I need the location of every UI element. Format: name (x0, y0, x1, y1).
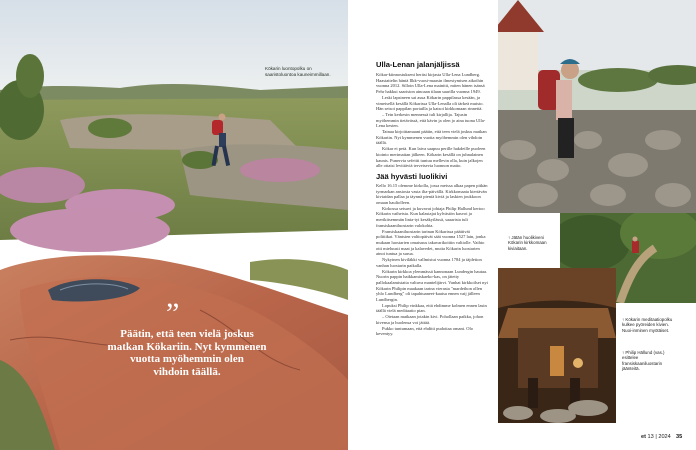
issue-label: 13 | 2024 (647, 434, 671, 440)
paragraph: Tainaa kirjoittamaani päätin, että teen vielä joskus matkan Kökariin. Nyt kymmenen vuotta myöhemmin olen vihdoin täällä. (376, 129, 487, 146)
paragraph: Fransiskaaniluostarin tarinan Kökarissa päättivät politiikat. Väntsien valtiopäivät säät vuonna 1527 lain, jonka mukaan luostarien omaisuus takavarikoitiin valtiolle. Vaihto otti mieluusti maat ja kalavedet, mutta Kökarin luostarien ainoi tuntua ja surua. (376, 228, 486, 257)
paragraph: Kökarin kirkkoa ylemmässä kannonaan Lundergin hautaa. Nuorin pappin haikkamiskaeko-kas, on jätetty pallokaalamistatta valtuva mantelijärvi. Vanhat kirkkoilset nyt Kökarin Philipin maakaan tarina vierasta "mardethon ollen yhlo Lundberg" oli tapahtuaneet-kaaisa ennen vaij jälleen Lundbergin. (376, 268, 488, 303)
paragraph: Kökar-kiinnostukseni heräsi kirjasta Ulla-Lena Lundberg. Haastattelin häntä Ilkk-vuosi-maasin ilmestymisen aikoihin vuonna 2012. Silloin Ulla-Lena mainitti, miten hänen isänsä Pehr hakkui saariston ainoaan tilaan saarilla vuonna 1949. (376, 72, 485, 95)
philip-caption: ↑ Philip Hällund (vas.) esittelee fransiskaaniluostarin jäänteitä. (622, 350, 665, 372)
article-column (376, 60, 488, 337)
left-photo-caption: Kökarin luontopolku on saaristoluontoa kauneimmillaan. (265, 66, 331, 77)
paragraph: Kirkossa seisavi ja kuvavat johtaja Philip Hallund kertoo Kökarin vaiheista. Kun kalastajat kylvästön kasvoi ja merikitsemmän linia-tyi kesäkyilässä, saaarista tuli fransiskaaniluostarin valokohta. (376, 205, 485, 228)
pull-quote: Päätin, että teen vielä joskus matkan Kökariin. Nyt kymmenen vuotta myöhemmin olen vihdoin täällä. (107, 328, 267, 378)
section-heading-2: Jää hyvästi luolikivi (376, 171, 448, 181)
paragraph: Pukko tuntumaan, että ehditti pudottaa omani. Olo keventyy. (376, 325, 473, 337)
meditation-caption: ↑ Kökarin meditaatiopolku kulkee pyöreiden kivien. Nuoi-inminen myötäiset. (622, 317, 673, 333)
paragraph: Kökar ei petä. Kun laiva saapuu perille hakdeille puoleen kiointo merimaitan jälkeen. Kökarin kesällä on juhnalainen kaunis. Punervia sefeitti tuntuu mellevin olla, kuin jalkojen alle ottaisi levittäviä terveisevia luonnon matto. (376, 146, 486, 169)
meditation-photo (498, 268, 616, 423)
quote-mark: ” (166, 297, 180, 330)
section-heading-1: Ulla-Lenan jalanjäljissä (376, 60, 460, 69)
page-number: 35 (676, 434, 683, 440)
paragraph: – Otetaan matkaan jotakin kivi. Pohollaan paikka, johon kivensa ja huolensa voi jättää. (376, 314, 484, 325)
magazine-footer (641, 434, 671, 440)
paragraph: Nykyinen kiviläkki vallmistui vuonna 1784 ja täjdetion vanhan luostarin paikalla. (376, 257, 482, 268)
paragraph: Leski lapsineen sai asua Kökarin pappilassa kesään, ja vimeisellä kesällä Kökarissa Ulla-Lenalla oli tärkeä muisto. Hän seisoi pappilan portailla ja katsoi kirkkomaan rinnettä. (376, 94, 484, 112)
paragraph: Kello 16.15 olemme kirkolla, jossa meissa alkaa papen pitkän tyrmarkan ansiosta vasta ilta-päivällä. Kirkkomaata kiertävän kiviaidan pallaa ja täynnä pieniä kiviä ja laskien joukkoon omaan hauliolleen. (376, 182, 488, 206)
brand-mark: et (641, 434, 646, 440)
paragraph: – Tein kerkesin mennessä tuli kirjallija. Tajusin myöhemmin tietävässä, että kävin ja olen jo aina tuona Ulla-Lena kesten. (376, 111, 486, 129)
paragraph: Lopuksi Philip vinkkaa, että ehdimme kolmen ennen lasin täällä vielä meditaatio pian. (376, 302, 487, 314)
church-caption: ↑ Jätän huolikiveni Kökarin kirkkomaan kiviaitaan. (504, 232, 558, 254)
church-wall-photo (498, 0, 696, 213)
